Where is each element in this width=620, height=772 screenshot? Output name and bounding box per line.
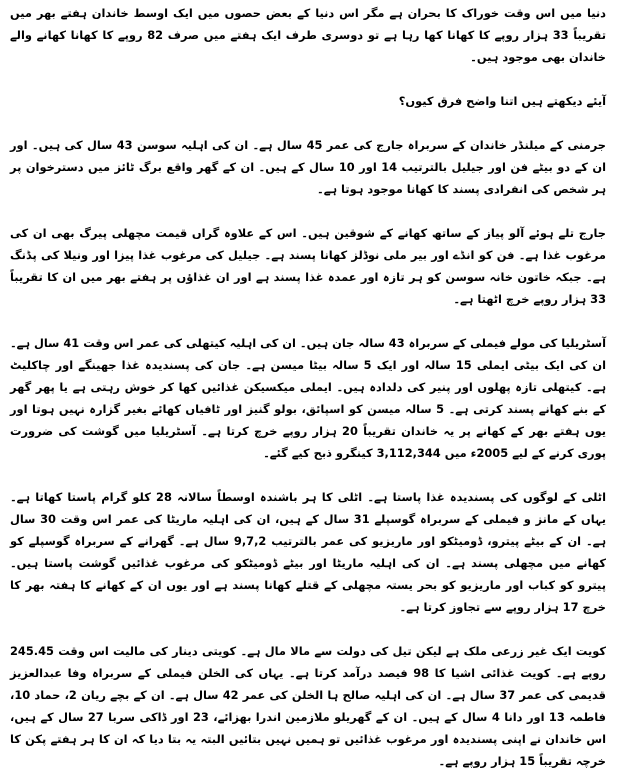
paragraph-intro: دنیا میں اس وقت خوراک کا بحران ہے مگر اس دنیا کے بعض حصوں میں ایک اوسط خاندان ہفتے بھر میں تقریباً 33 ہزار روپے کا کھانا کھا رہا ہے تو دوسری طرف ایک ہفتے میں صرف 82 روپے کا کھانا کھانے والے خاندان بھی موجود ہیں۔ — [10, 6, 606, 64]
paragraph-germany-food: جارج تلے ہوئے آلو پیاز کے ساتھ کھانے کے شوقین ہیں۔ اس کے علاوہ گراں قیمت مچھلی پیرگ بھی ان کی مرغوب غذا ہے۔ فن کو انڈے اور بیر ملی نوڈلز کھانا پسند ہے۔ جیلیل کی مرغوب غذا پیزا اور ونیلا کی پڈنگ ہے۔ جبکہ خاتون خانہ سوسن کو ہر تازہ اور عمدہ غذا پسند ہے اور ان غذاؤں پر ہفتے بھر میں ان کا تقریباً 33 ہزار روپے خرچ اٹھتا ہے۔ — [10, 226, 606, 306]
paragraph-kuwait: کویت ایک غیر زرعی ملک ہے لیکن تیل کی دولت سے مالا مال ہے۔ کویتی دینار کی مالیت اس وقت 245.45 روپے ہے۔ کویت غذائی اشیا کا 98 فیصد درآمد کرتا ہے۔ یہاں کی الخلن فیملی کے سربراہ وفا عبدالعزیز قدیمی کی عمر 37 سال ہے۔ ان کی اہلیہ صالح ہا الخلن کی عمر 42 سال ہے۔ ان کے بچے ریان 2، حماد 10، فاطمہ 13 اور دانا 4 سال کے ہیں۔ ان کے گھریلو ملازمین اندرا بھزائے، 23 اور ڈاکی سربا 27 سال کے ہیں، اس خاندان نے اپنی پسندیدہ اور مرغوب غذائیں تو ہمیں نہیں بتائیں البتہ یہ بتا دیا کہ ان کا ہر ہفتے پکن کا خرچہ تقریباً 15 ہزار روپے ہے۔ — [10, 644, 606, 768]
paragraph-germany-family: جرمنی کے میلنڈر خاندان کے سربراہ جارج کی عمر 45 سال ہے۔ ان کی اہلیہ سوسن 43 سال کی ہیں۔ اور ان کے دو بیٹے فن اور جیلیل بالترتیب 14 اور 10 سال کے ہیں۔ ان کے گھر واقع برگ ٹائز میں دسترخوان پر ہر شخص کی انفرادی پسند کا کھانا موجود ہوتا ہے۔ — [10, 138, 607, 196]
paragraph-question: آیئے دیکھتے ہیں اتنا واضح فرق کیوں؟ — [398, 94, 606, 108]
paragraph-italy: اٹلی کے لوگوں کی پسندیدہ غذا پاستا ہے۔ اٹلی کا ہر باشندہ اوسطاً سالانہ 28 کلو گرام پاستا کھاتا ہے۔ یہاں کے مانز و فیملی کے سربراہ گوسپلے 31 سال کے ہیں، ان کی اہلیہ ماریٹا کی عمر اس وقت 30 سال ہے۔ ان کے بیٹے پیترو، ڈومیٹکو اور ماریزیو کی عمر بالترتیب 9,7,2 سال ہے۔ گھرانے کے سربراہ گوسپلے کو کھانے میں مچھلی پسند ہے۔ ان کی اہلیہ ماریٹا اور بیٹے ڈومیٹکو کی مرغوب غذائیں گوشت پاستا ہیں۔ پیترو کو کباب اور ماریزیو کو بحر یستہ مچھلی کے قتلے کھانا پسند ہے اور یوں ان کے کھانے کا ہفتہ بھر کا خرچ 17 ہزار روپے سے تجاوز کرتا ہے۔ — [10, 490, 606, 614]
paragraph-australia: آسٹریلیا کی مولے فیملی کے سربراہ 43 سالہ جان ہیں۔ ان کی اہلیہ کیتھلی کی عمر اس وقت 41 سال ہے۔ ان کی ایک بیٹی ایملی 15 سالہ اور ایک 5 سالہ بیٹا میسن ہے۔ جان کی پسندیدہ غذا جھینگے اور چاکلیٹ ہے۔ کیتھلی تازہ پھلوں اور پنیر کی دلدادہ ہیں۔ ایملی میکسیکن غذائیں کھا کر خوش رہتی ہے یا پھر گھر کے بنے کھانے پسند کرتی ہے۔ 5 سالہ میسن کو اسپائق، بولو گنیز اور ٹافیاں کھائے بغیر گزارہ نہیں ہوتا اور یوں ہفتے بھر کے کھانے پر یہ خاندان تقریباً 20 ہزار روپے خرچ کرتا ہے۔ آسٹریلیا میں گوشت کی ضرورت پوری کرنے کے لیے 2005ء میں 3,112,344 کینگرو ذبح کیے گئے۔ — [10, 336, 606, 460]
